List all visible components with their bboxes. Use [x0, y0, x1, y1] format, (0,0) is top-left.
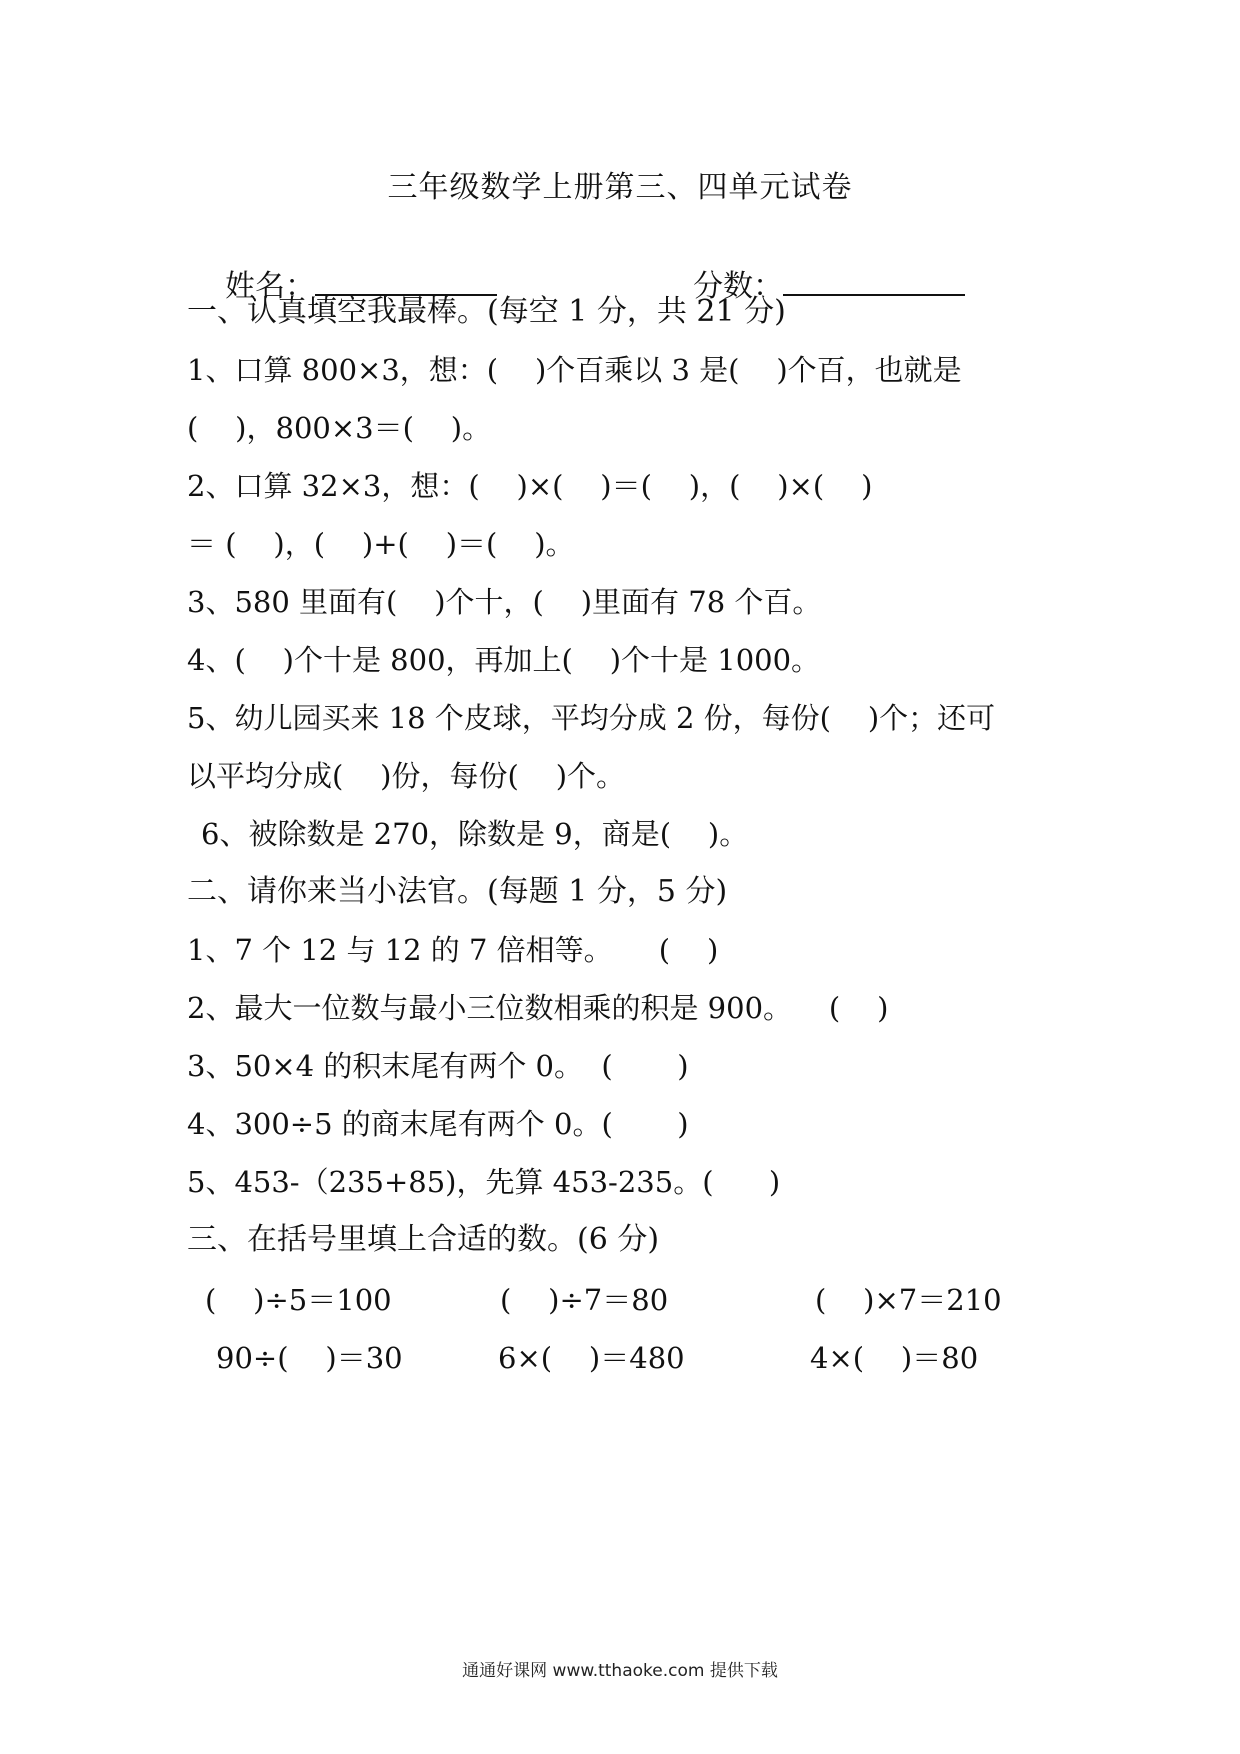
section1-heading: 一、认真填空我最棒。(每空 1 分，共 21 分): [187, 294, 786, 329]
name-label: 姓名：: [225, 269, 316, 304]
q3-1b: ( )÷7＝80: [500, 1283, 669, 1317]
section2-heading: 二、请你来当小法官。(每题 1 分，5 分): [187, 874, 728, 909]
q2-2: 2、最大一位数与最小三位数相乘的积是 900。 ( ): [187, 991, 889, 1025]
q3-1a: ( )÷5＝100: [205, 1283, 392, 1317]
q3-2a: 90÷( )＝30: [216, 1341, 403, 1375]
footer-credit: 通通好课网 www.tthaoke.com 提供下载: [462, 1661, 778, 1681]
q1-4: 4、( )个十是 800，再加上( )个十是 1000。: [187, 643, 821, 677]
q2-3: 3、50×4 的积末尾有两个 0。 ( ): [187, 1049, 689, 1083]
q1-1-line2: ( )，800×3＝( )。: [187, 411, 492, 445]
q1-6: 6、被除数是 270，除数是 9，商是( )。: [201, 817, 749, 851]
q1-5-line2: 以平均分成( )份，每份( )个。: [187, 759, 626, 793]
q3-1c: ( )×7＝210: [815, 1283, 1002, 1317]
score-label: 分数：: [693, 269, 784, 304]
q1-5-line1: 5、幼儿园买来 18 个皮球，平均分成 2 份，每份( )个；还可: [187, 701, 996, 735]
q1-2-line2: ＝ ( )，( )+( )＝( )。: [187, 527, 575, 561]
q1-1-line1: 1、口算 800×3，想：( )个百乘以 3 是( )个百，也就是: [187, 353, 962, 387]
q1-3: 3、580 里面有( )个十，( )里面有 78 个百。: [187, 585, 822, 619]
exam-title: 三年级数学上册第三、四单元试卷: [387, 170, 853, 205]
q1-2-line1: 2、口算 32×3，想：( )×( )＝( )，( )×( ): [187, 469, 873, 503]
q2-4: 4、300÷5 的商末尾有两个 0。( ): [187, 1107, 689, 1141]
q2-5: 5、453-（235+85)，先算 453-235。( ): [187, 1165, 781, 1199]
section3-heading: 三、在括号里填上合适的数。(6 分): [187, 1222, 660, 1257]
q2-1: 1、7 个 12 与 12 的 7 倍相等。 ( ): [187, 933, 719, 967]
q3-2b: 6×( )＝480: [498, 1341, 685, 1375]
q3-2c: 4×( )＝80: [810, 1341, 979, 1375]
